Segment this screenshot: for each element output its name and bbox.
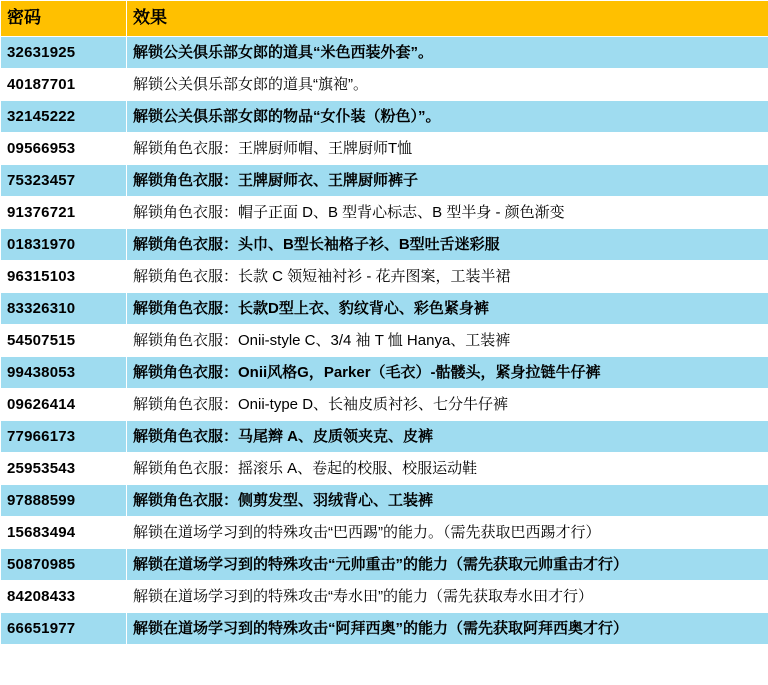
cell-code: 99438053 [1, 357, 127, 389]
cell-code: 83326310 [1, 293, 127, 325]
cell-effect: 解锁角色衣服：帽子正面 D、B 型背心标志、B 型半身 - 颜色渐变 [127, 197, 768, 229]
cell-effect: 解锁角色衣服：长款D型上衣、豹纹背心、彩色紧身裤 [127, 293, 768, 325]
table-row [1, 101, 768, 133]
table-row [1, 357, 768, 389]
cell-code: 32145222 [1, 101, 127, 133]
cell-code: 91376721 [1, 197, 127, 229]
cell-code: 77966173 [1, 421, 127, 453]
cell-effect: 解锁在道场学习到的特殊攻击“巴西踢”的能力。（需先获取巴西踢才行） [127, 517, 768, 549]
table-row [1, 613, 768, 645]
table-row [1, 581, 768, 613]
cell-effect: 解锁角色衣服：Onii-type D、长袖皮质衬衫、七分牛仔裤 [127, 389, 768, 421]
table-row [1, 37, 768, 69]
cell-effect: 解锁在道场学习到的特殊攻击“寿水田”的能力（需先获取寿水田才行） [127, 581, 768, 613]
cell-effect: 解锁角色衣服：Onii-style C、3/4 袖 T 恤 Hanya、工装裤 [127, 325, 768, 357]
table-header-row [1, 1, 768, 37]
table-row [1, 293, 768, 325]
table-row [1, 197, 768, 229]
cell-code: 84208433 [1, 581, 127, 613]
cell-code: 97888599 [1, 485, 127, 517]
cell-code: 15683494 [1, 517, 127, 549]
column-header-effect: 效果 [127, 1, 768, 37]
cell-code: 75323457 [1, 165, 127, 197]
cell-code: 09626414 [1, 389, 127, 421]
cell-effect: 解锁在道场学习到的特殊攻击“阿拜西奥”的能力（需先获取阿拜西奥才行） [127, 613, 768, 645]
cell-effect: 解锁角色衣服：马尾辫 A、皮质领夹克、皮裤 [127, 421, 768, 453]
table-row [1, 517, 768, 549]
table-row [1, 133, 768, 165]
table-row [1, 325, 768, 357]
cell-effect: 解锁角色衣服：侧剪发型、羽绒背心、工装裤 [127, 485, 768, 517]
column-header-code: 密码 [1, 1, 127, 37]
cell-code: 01831970 [1, 229, 127, 261]
cell-code: 25953543 [1, 453, 127, 485]
table-header [1, 1, 768, 37]
table-row [1, 389, 768, 421]
cell-code: 50870985 [1, 549, 127, 581]
table-row [1, 229, 768, 261]
table-row [1, 69, 768, 101]
table-row [1, 549, 768, 581]
table-row [1, 261, 768, 293]
cell-code: 66651977 [1, 613, 127, 645]
table-row [1, 485, 768, 517]
table-row [1, 453, 768, 485]
cell-effect: 解锁公关俱乐部女郎的物品“女仆装（粉色）”。 [127, 101, 768, 133]
cell-effect: 解锁角色衣服：摇滚乐 A、卷起的校服、校服运动鞋 [127, 453, 768, 485]
cell-effect: 解锁角色衣服：王牌厨师衣、王牌厨师裤子 [127, 165, 768, 197]
cell-code: 32631925 [1, 37, 127, 69]
cell-effect: 解锁角色衣服：王牌厨师帽、王牌厨师T恤 [127, 133, 768, 165]
cell-code: 40187701 [1, 69, 127, 101]
cell-effect: 解锁公关俱乐部女郎的道具“米色西装外套”。 [127, 37, 768, 69]
cell-code: 96315103 [1, 261, 127, 293]
cell-code: 54507515 [1, 325, 127, 357]
table-row [1, 165, 768, 197]
cell-effect: 解锁角色衣服：长款 C 领短袖衬衫 - 花卉图案，工装半裙 [127, 261, 768, 293]
cell-effect: 解锁公关俱乐部女郎的道具“旗袍”。 [127, 69, 768, 101]
cell-effect: 解锁角色衣服：Onii风格G，Parker（毛衣）-骷髅头，紧身拉链牛仔裤 [127, 357, 768, 389]
cell-effect: 解锁在道场学习到的特殊攻击“元帅重击”的能力（需先获取元帅重击才行） [127, 549, 768, 581]
cell-code: 09566953 [1, 133, 127, 165]
table-body [1, 37, 768, 645]
cell-effect: 解锁角色衣服：头巾、B型长袖格子衫、B型吐舌迷彩服 [127, 229, 768, 261]
table-row [1, 421, 768, 453]
